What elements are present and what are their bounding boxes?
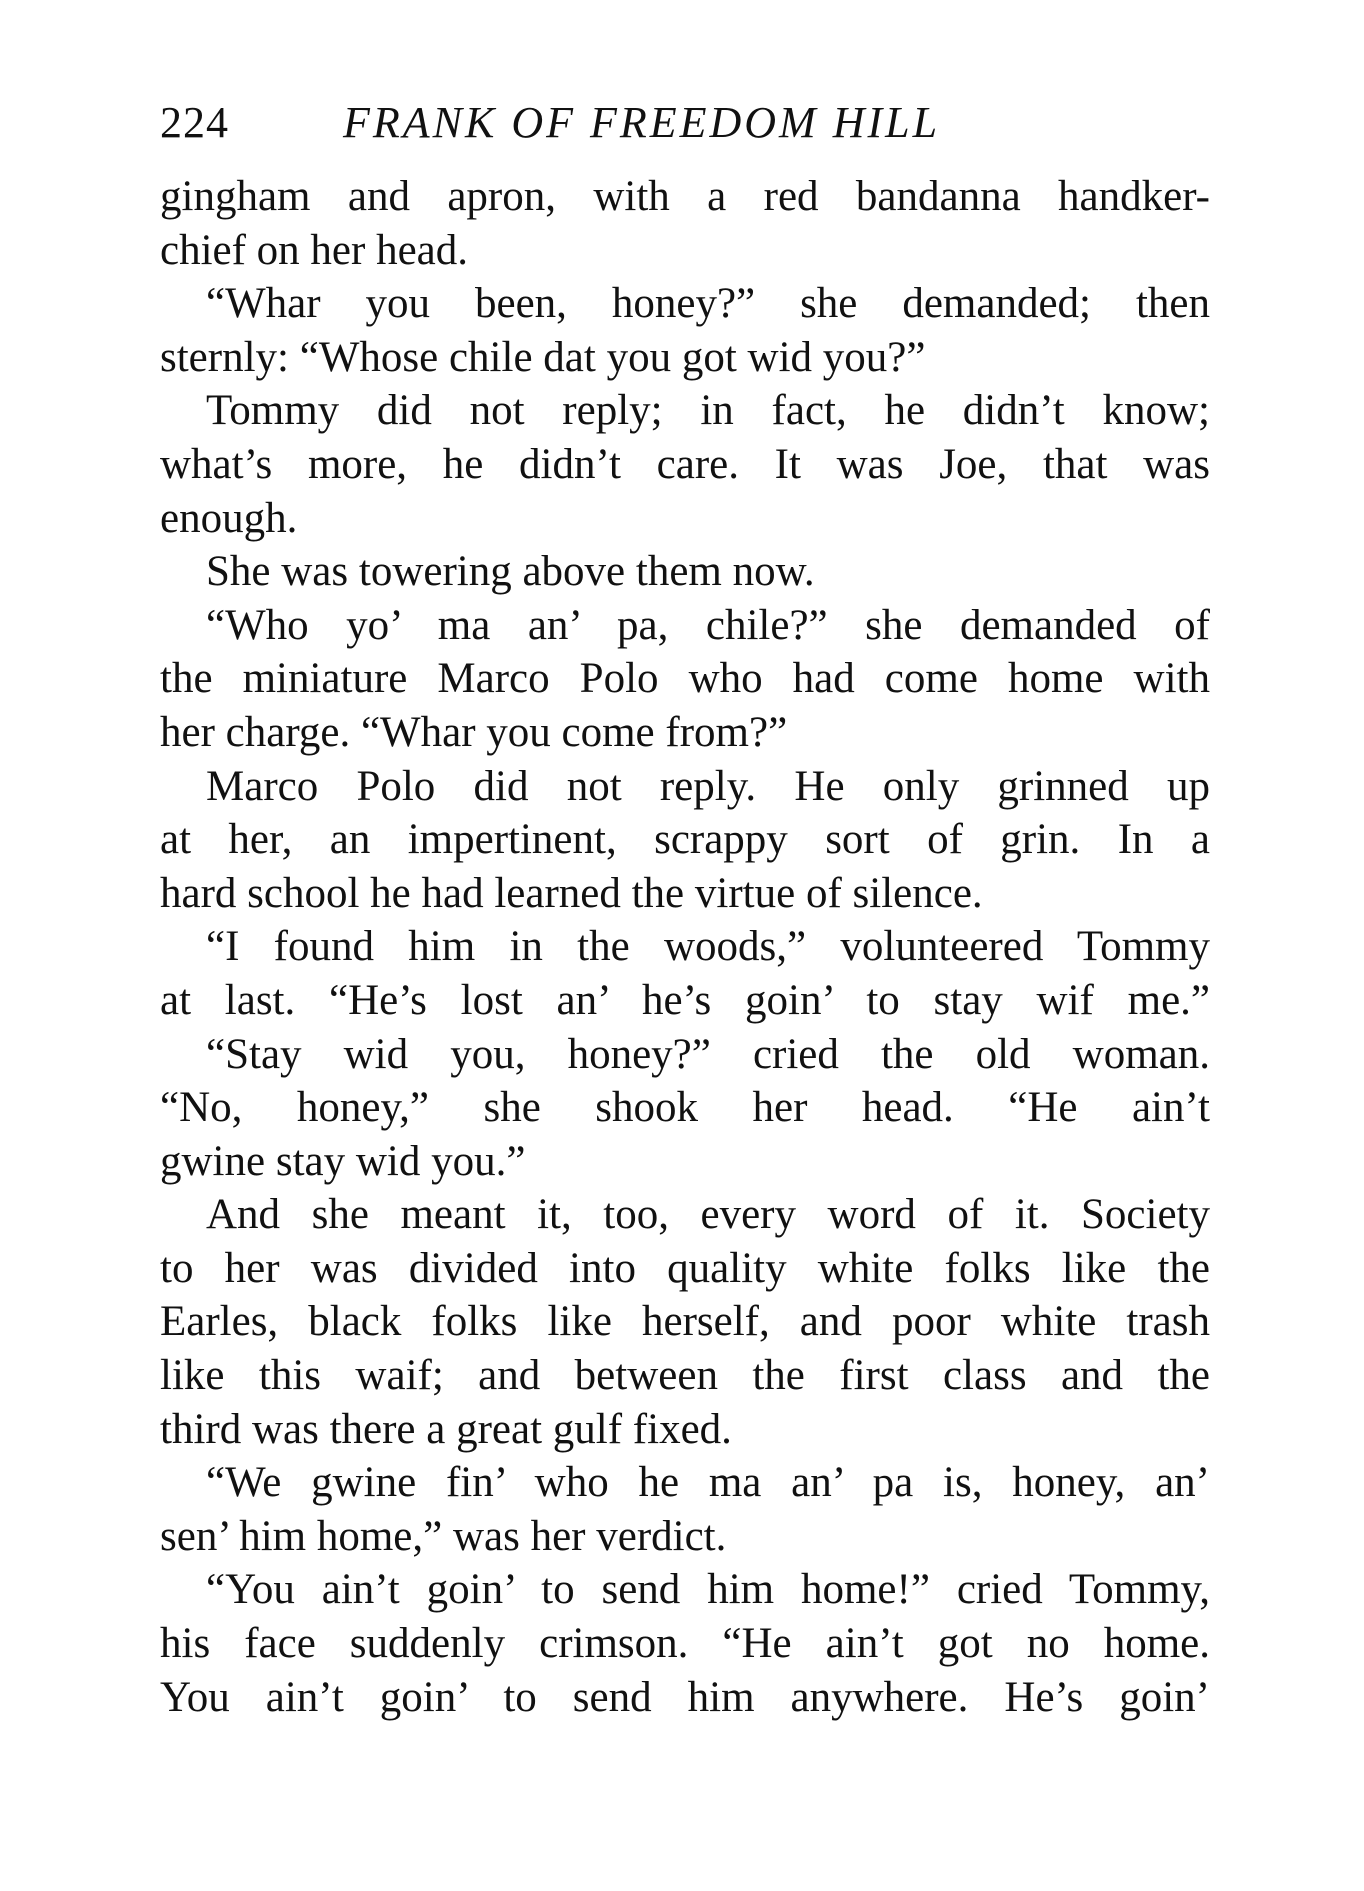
- text-line: Earles, black folks like herself, and poor white trash: [160, 1298, 1210, 1346]
- text-line: “Whar you been, honey?” she demanded; then: [206, 280, 1210, 328]
- text-line: “No, honey,” she shook her head. “He ain’t: [160, 1084, 1210, 1132]
- text-line: “I found him in the woods,” volunteered Tommy: [206, 923, 1210, 971]
- running-title: FRANK OF FREEDOM HILL: [343, 98, 941, 147]
- text-line: “Who yo’ ma an’ pa, chile?” she demanded of: [206, 601, 1210, 649]
- text-line: gingham and apron, with a red bandanna handker-: [160, 173, 1210, 220]
- text-line: like this waif; and between the first class and the: [160, 1352, 1210, 1400]
- text-line: “You ain’t goin’ to send him home!” cried Tommy,: [206, 1566, 1210, 1614]
- text-line: at last. “He’s lost an’ he’s goin’ to stay wif me.”: [160, 976, 1210, 1024]
- text-line: She was towering above them now.: [206, 548, 815, 596]
- text-line: sternly: “Whose chile dat you got wid you?”: [160, 333, 926, 381]
- text-line: his face suddenly crimson. “He ain’t got no home.: [160, 1620, 1210, 1668]
- page-number: 224: [160, 98, 229, 147]
- page-header: [160, 88, 1210, 158]
- text-line: “Stay wid you, honey?” cried the old woman.: [206, 1030, 1210, 1078]
- text-line: gwine stay wid you.”: [160, 1137, 526, 1185]
- text-line: You ain’t goin’ to send him anywhere. He’s goin’: [160, 1673, 1210, 1721]
- text-line: her charge. “Whar you come from?”: [160, 708, 788, 756]
- text-line: Tommy did not reply; in fact, he didn’t know;: [206, 387, 1210, 435]
- text-line: what’s more, he didn’t care. It was Joe, that was: [160, 440, 1210, 488]
- text-line: sen’ him home,” was her verdict.: [160, 1512, 727, 1560]
- body-text: [160, 170, 1210, 1724]
- text-line: And she meant it, too, every word of it. Society: [206, 1191, 1210, 1239]
- text-line: chief on her head.: [160, 226, 469, 274]
- text-line: enough.: [160, 494, 298, 542]
- text-line: “We gwine fin’ who he ma an’ pa is, honey, an’: [206, 1459, 1210, 1507]
- text-line: hard school he had learned the virtue of silence.: [160, 869, 983, 917]
- text-line: the miniature Marco Polo who had come home with: [160, 655, 1210, 703]
- text-line: to her was divided into quality white folks like the: [160, 1244, 1210, 1292]
- text-line: at her, an impertinent, scrappy sort of grin. In a: [160, 816, 1210, 864]
- text-line: Marco Polo did not reply. He only grinned up: [206, 762, 1210, 810]
- text-line: third was there a great gulf fixed.: [160, 1405, 732, 1453]
